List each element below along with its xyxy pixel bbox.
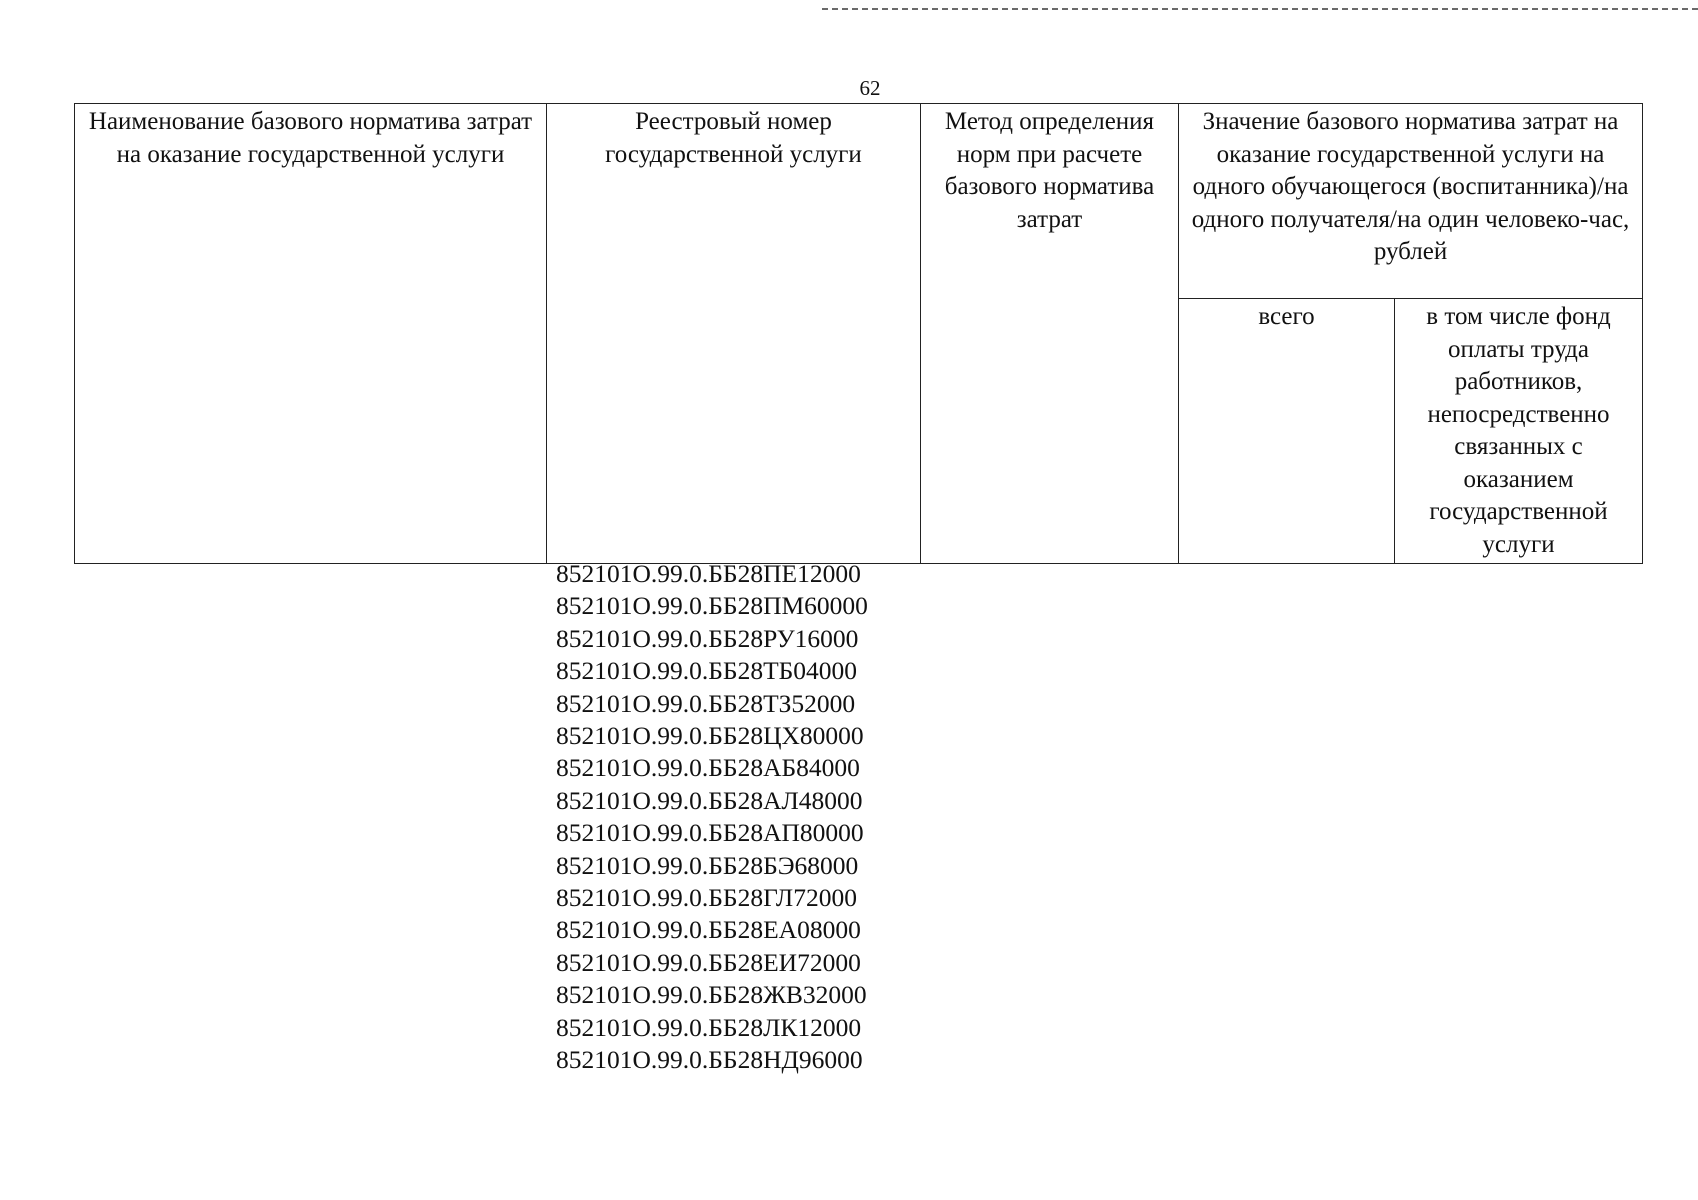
registry-code: 852101О.99.0.ББ28АП80000 [556, 818, 864, 848]
header-cell-method: Метод определения норм при расчете базового норматива затрат [921, 104, 1179, 564]
registry-code: 852101О.99.0.ББ28АБ84000 [556, 753, 860, 783]
registry-codes-list [556, 558, 868, 1077]
registry-code: 852101О.99.0.ББ28ТЗ52000 [556, 688, 856, 718]
norms-header-table [74, 103, 1643, 564]
registry-code: 852101О.99.0.ББ28ГЛ72000 [556, 883, 857, 913]
registry-code: 852101О.99.0.ББ28ЛК12000 [556, 1012, 862, 1042]
registry-code: 852101О.99.0.ББ28ПЕ12000 [556, 559, 861, 588]
registry-code: 852101О.99.0.ББ28НД96000 [556, 1045, 863, 1075]
registry-code: 852101О.99.0.ББ28АЛ48000 [556, 785, 863, 815]
registry-code: 852101О.99.0.ББ28ПМ60000 [556, 591, 868, 621]
header-cell-norm-value: Значение базового норматива затрат на оказание государственной услуги на одного обучающегося (воспитанника)/на одного получателя/на один человеко-час, рублей [1179, 104, 1643, 299]
header-cell-registry-number: Реестровый номер государственной услуги [547, 104, 921, 564]
registry-code: 852101О.99.0.ББ28РУ16000 [556, 623, 859, 653]
header-cell-total: всего [1179, 299, 1395, 564]
registry-code: 852101О.99.0.ББ28БЭ68000 [556, 850, 859, 880]
header-cell-wage-fund: в том числе фонд оплаты труда работников, непосредственно связанных с оказанием государственной услуги [1395, 299, 1643, 564]
registry-code: 852101О.99.0.ББ28ЕА08000 [556, 915, 861, 945]
registry-code: 852101О.99.0.ББ28ЦХ80000 [556, 721, 864, 751]
header-cell-norm-name: Наименование базового норматива затрат на оказание государственной услуги [75, 104, 547, 564]
registry-code: 852101О.99.0.ББ28ТБ04000 [556, 656, 858, 686]
registry-code: 852101О.99.0.ББ28ЖВ32000 [556, 980, 867, 1010]
page-number: 62 [859, 76, 881, 100]
registry-code: 852101О.99.0.ББ28ЕИ72000 [556, 947, 861, 977]
scan-dashed-line [822, 8, 1698, 10]
